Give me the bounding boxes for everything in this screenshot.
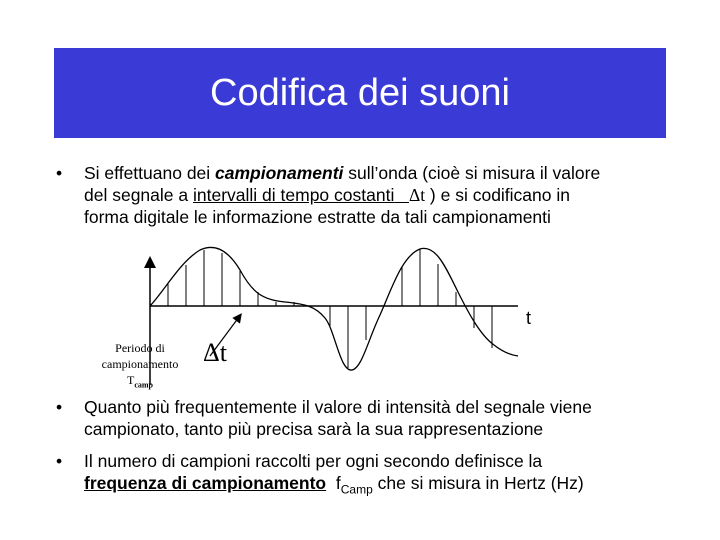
period-line-3 [72,372,208,393]
bullet-3-text [84,450,584,501]
bullet-dot: • [56,451,63,471]
bullet-dot: • [56,163,63,183]
bullet-dot: • [56,397,63,417]
text-run: ) e si codificano in [425,185,570,205]
slide-title: Codifica dei suoni [210,71,510,114]
period-symbol: T [126,373,135,387]
bullet-3-line-2 [84,472,584,501]
text-run: del segnale a [84,185,193,205]
bullet-2-line-1: Quanto più frequentemente il valore di intensità del segnale viene [84,397,592,417]
time-axis-label: t [526,308,532,328]
sampling-period-label [72,340,208,393]
period-line-2: campionamento [101,357,179,371]
text-run: che si misura in Hertz (Hz) [372,473,584,493]
delta-t-inline: Δt [408,185,426,205]
bullet-2-text [84,396,592,440]
bullet-2-line-2: campionato, tanto più precisa sarà la sua rappresentazione [84,419,544,439]
frequency-symbol: f [335,473,341,493]
bullet-1-line-3: forma digitale le informazione estratte da tali campionamenti [84,207,551,227]
text-run: sull’onda (cioè si misura il valore [343,163,601,183]
underlined-intervals: intervalli di tempo costanti [192,185,395,205]
frequency-subscript: Camp [340,482,373,497]
period-subscript: camp [134,380,153,390]
period-line-1: Periodo di [115,341,165,355]
delta-t-label: Δt [203,338,227,367]
sampling-frequency-term: frequenza di campionamento [84,473,327,493]
emphasis-campionamenti: campionamenti [215,163,344,183]
bullet-3-line-1: Il numero di campioni raccolti per ogni secondo definisce la [84,451,543,471]
text-run: Si effettuano dei [84,163,216,183]
